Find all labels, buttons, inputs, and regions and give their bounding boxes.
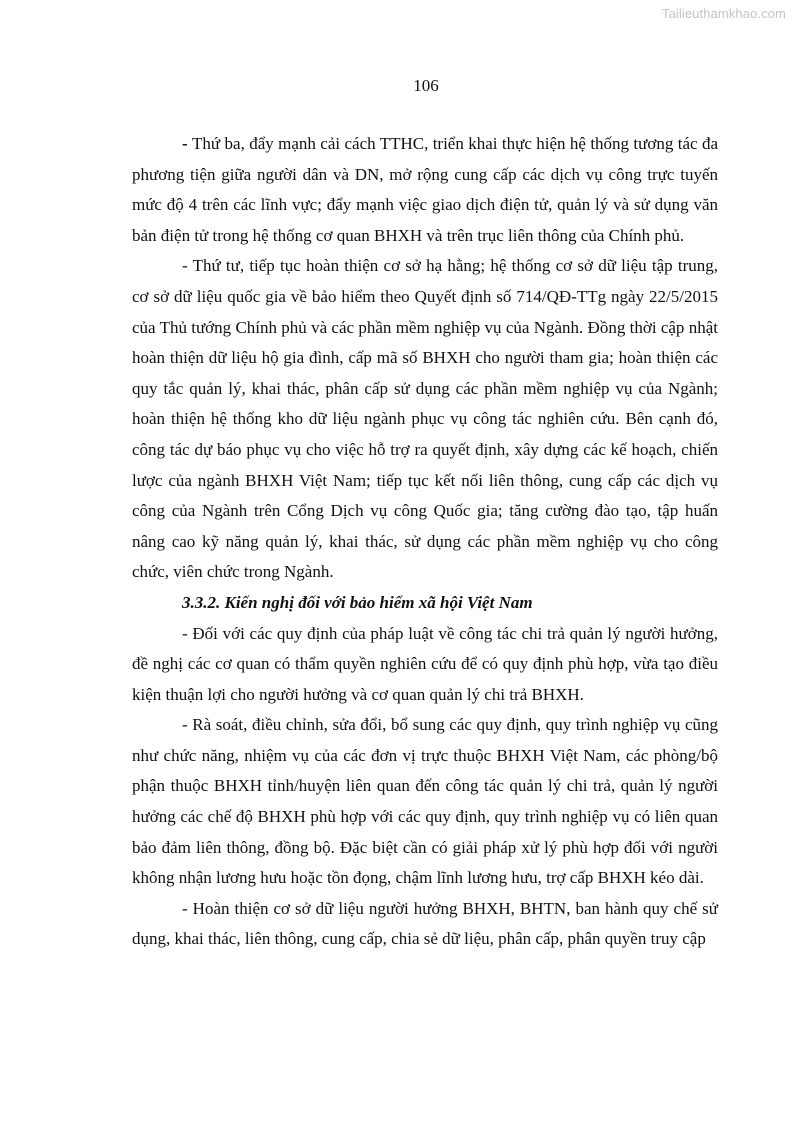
page-number: 106 bbox=[413, 76, 439, 95]
paragraph-hoan-thien-csdl: - Hoàn thiện cơ sở dữ liệu người hưởng BHXH, BHTN, ban hành quy chế sử dụng, khai thác, liên thông, cung cấp, chia sẻ dữ liệu, phân cấp, phân quyền truy cập bbox=[132, 898, 718, 949]
paragraph-lead-dash: - bbox=[182, 134, 193, 153]
paragraph-quy-dinh-phap-luat: - Đối với các quy định của pháp luật về công tác chi trả quản lý người hưởng, đề nghị các cơ quan có thẩm quyền nghiên cứu để có quy định phù hợp, vừa tạo điều kiện thuận lợi cho người hưởng và cơ quan quản lý chi trả BHXH. bbox=[132, 623, 718, 704]
paragraph-thu-ba bbox=[132, 129, 718, 251]
paragraph-thu-tu: - Thứ tư, tiếp tục hoàn thiện cơ sở hạ hằng; hệ thống cơ sở dữ liệu tập trung, cơ sở dữ liệu quốc gia về bảo hiểm theo Quyết định số 714/QĐ-TTg ngày 22/5/2015 của Thủ tướng Chính phủ và các phần mềm nghiệp vụ của Ngành. Đồng thời cập nhật hoàn thiện dữ liệu hộ gia đình, cấp mã số BHXH cho người tham gia; hoàn thiện các quy tắc quản lý, khai thác, phân cấp sử dụng các phần mềm nghiệp vụ của Ngành; hoàn thiện hệ thống kho dữ liệu ngành phục vụ công tác nghiên cứu. Bên cạnh đó, công tác dự báo phục vụ cho việc hỗ trợ ra quyết định, xây dựng các kế hoạch, chiến lược của ngành BHXH Việt Nam; tiếp tục kết nối liên thông, cung cấp các dịch vụ công của Ngành trên Cổng Dịch vụ công Quốc gia; tăng cường đào tạo, tập huấn nâng cao kỹ năng quản lý, khai thác, sử dụng các phần mềm nghiệp vụ cho công chức, viên chức trong Ngành. bbox=[132, 256, 718, 582]
watermark: Tailieuthamkhao.com bbox=[661, 6, 786, 21]
section-heading-3-3-2: 3.3.2. Kiến nghị đối với bảo hiểm xã hội Việt Nam bbox=[182, 592, 533, 612]
paragraph-ra-soat: - Rà soát, điều chỉnh, sửa đổi, bổ sung các quy định, quy trình nghiệp vụ cũng như chức năng, nhiệm vụ của các đơn vị trực thuộc BHXH Việt Nam, các phòng/bộ phận thuộc BHXH tỉnh/huyện liên quan đến công tác quản lý chi trả, quản lý người hưởng các chế độ BHXH phù hợp với các quy định, quy trình nghiệp vụ có liên quan bảo đảm liên thông, đồng bộ. Đặc biệt cần có giải pháp xử lý phù hợp đối với người không nhận lương hưu hoặc tồn đọng, chậm lĩnh lương hưu, trợ cấp BHXH kéo dài. bbox=[132, 715, 718, 888]
paragraph-text: Thứ ba, đẩy mạnh cải cách TTHC, triển khai thực hiện hệ thống tương tác đa phương tiện giữa người dân và DN, mở rộng cung cấp các dịch vụ công trực tuyến mức độ 4 trên các lĩnh vực; đẩy mạnh việc giao dịch điện tử, quản lý và sử dụng văn bản điện tử trong hệ thống cơ quan BHXH và trên trục liên thông của Chính phủ. bbox=[132, 134, 718, 245]
document-body bbox=[132, 129, 718, 955]
